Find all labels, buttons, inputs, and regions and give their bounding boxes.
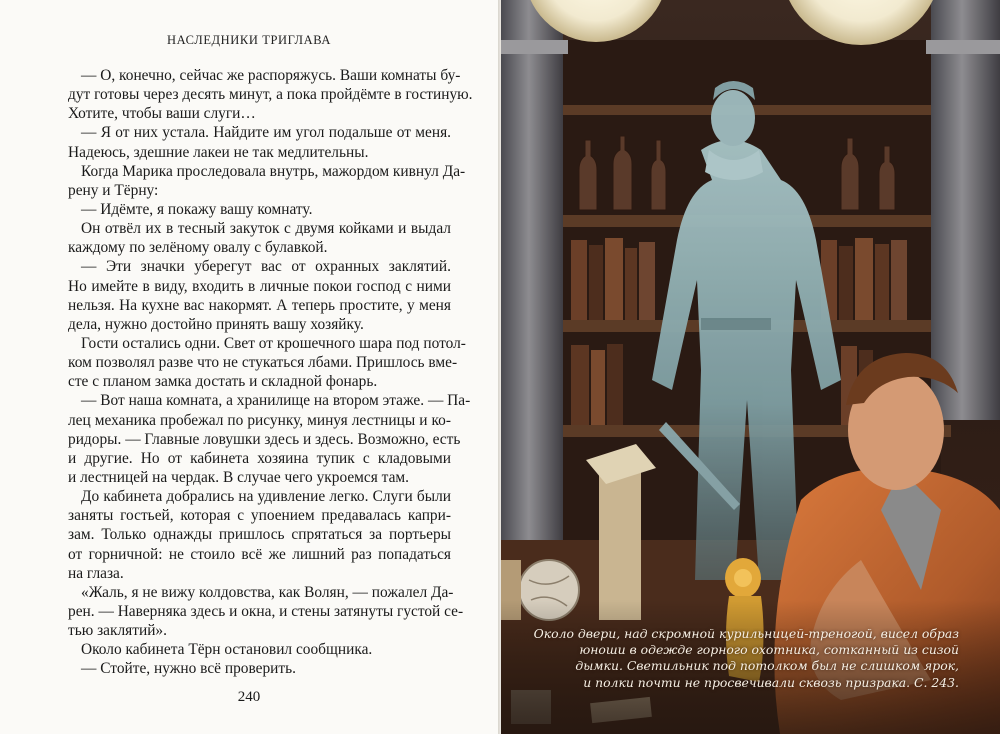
right-page-illustration [501, 0, 1000, 734]
caption-line: и полки почти не просвечивали сквозь призрака. С. 243. [583, 674, 959, 690]
text-line: — Вот наша комната, а хранилище на втором этаже. — Па- [81, 392, 471, 410]
text-line: ридоры. — Главные ловушки здесь и здесь. Возможно, есть [68, 430, 461, 448]
text-line: дут готовы через десять минут, а пока пройдёмте в гостиную. [68, 86, 473, 104]
text-line: и лестницей на чердак. В случае чего укроемся там. [68, 468, 409, 486]
text-line: нельзя. На кухне вас накормят. А теперь простите, у меня [68, 296, 451, 314]
text-line: Он отвёл их в тесный закуток с двумя койками и выдал [81, 220, 451, 238]
text-line: заняты гостьей, которая с упоением предавалась капри- [68, 507, 451, 525]
text-line: рену и Тёрну: [68, 181, 159, 199]
text-line: До кабинета добрались на удивление легко. Слуги были [81, 488, 451, 506]
text-line: на глаза. [68, 564, 124, 582]
text-line: от горничной: не стоило всё же лишний раз попадаться [68, 545, 451, 563]
text-line: — О, конечно, сейчас же распоряжусь. Ваши комнаты бу- [81, 67, 461, 84]
text-line: Гости остались одни. Свет от крошечного шара под потол- [81, 334, 466, 352]
text-line: тью заклятий». [68, 622, 167, 640]
page-number: 240 [237, 689, 261, 705]
text-line: и другие. Но от кабинета хозяина тупик с кладовыми [68, 449, 451, 467]
caption-line: Около двери, над скромной курильницей-треногой, висел образ [533, 626, 959, 641]
text-line: зам. Только однажды пришлось спрятаться за портьеры [68, 526, 451, 544]
left-page [0, 0, 498, 734]
text-line: Но имейте в виду, входить в личные покои господ с ними [68, 277, 451, 295]
body-text [68, 66, 473, 679]
ghost-illustration [501, 0, 1000, 734]
text-line: — Я от них устала. Найдите им угол подальше от меня. [81, 124, 451, 142]
text-line: сте с планом замка достать и складной фонарь. [68, 373, 378, 391]
caption-line: юноши в одежде горного охотника, сотканный из сизой [579, 642, 959, 658]
text-line: — Идёмте, я покажу вашу комнату. [81, 200, 313, 218]
text-line: дела, нужно достойно принять вашу хозяйку. [68, 315, 364, 333]
text-line: ком позволял разве что не стукаться лбами. Пришлось вме- [68, 354, 458, 372]
text-line: «Жаль, я не вижу колдовства, как Волян, — пожалел Да- [81, 583, 454, 601]
text-line: — Стойте, нужно всё проверить. [81, 660, 296, 678]
illustration-caption [519, 626, 959, 691]
text-line: Когда Марика проследовала внутрь, мажордом кивнул Да- [81, 162, 466, 180]
text-line: Надеюсь, здешние лакеи не так медлительны. [68, 143, 369, 161]
text-line: каждому по зелёному овалу с булавкой. [68, 239, 328, 257]
text-line: лец механика пробежал по рисунку, минуя лестницы и ко- [68, 411, 451, 429]
text-line: — Эти значки уберегут вас от охранных заклятий. [81, 258, 451, 276]
text-line: рен. — Наверняка здесь и окна, и стены затянуты густой се- [68, 602, 464, 620]
running-head: НАСЛЕДНИКИ ТРИГЛАВА [166, 33, 332, 47]
text-line: Около кабинета Тёрн остановил сообщника. [81, 641, 373, 659]
text-line: Хотите, чтобы ваши слуги… [68, 105, 256, 123]
caption-line: дымки. Светильник под потолком был не слишком ярок, [575, 658, 959, 674]
